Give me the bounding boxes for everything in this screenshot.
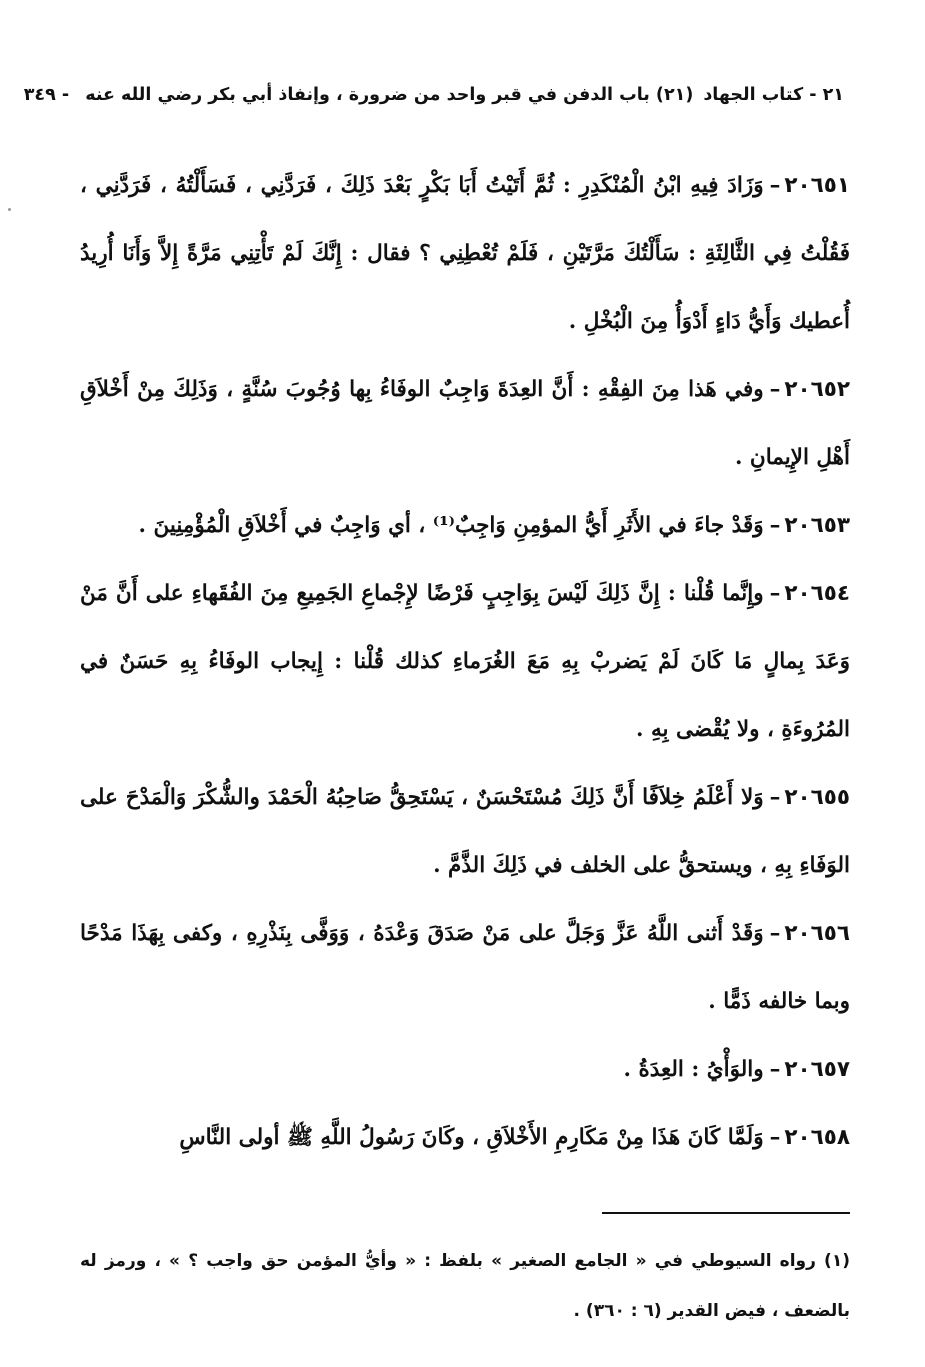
paragraph-dash: – [769,1125,781,1150]
paragraph-number: ٢٠٦٥٦ [784,921,850,946]
paragraph [80,560,850,764]
paragraph [80,764,850,900]
paragraph [80,492,850,560]
paragraph-number: ٢٠٦٥٢ [784,377,850,402]
paragraph-number: ٢٠٦٥٥ [784,785,850,810]
paragraph [80,1104,850,1172]
paragraph-number: ٢٠٦٥١ [784,173,850,198]
paragraph-number: ٢٠٦٥٤ [784,581,850,606]
paragraph [80,152,850,356]
paragraph-text: وَلا أَعْلَمُ خِلاَفًا أَنَّ ذَلِكَ مُسْتَحْسَنٌ ، يَسْتَحِقُّ صَاحِبُهُ الْحَمْدَ والشُّكْرَ وَالْمَدْحَ على الوَفَاءِ بِهِ ، ويستحقُّ على الخلف في ذَلِكَ الذَّمَّ . [80,785,850,878]
header-chapter: ٢١ - كتاب الجهاد [703,85,844,105]
header-dash: - [55,85,76,105]
paragraph-dash: – [769,377,781,402]
paragraph-text: وفي هَذا مِنَ الفِقْهِ : أَنَّ العِدَةَ وَاجِبٌ الوفَاءُ بِها وُجُوبَ سُنَّةٍ ، وَذَلِكَ مِنْ أَخْلاَقِ أَهْلِ الإِيمانِ . [80,377,850,470]
header-section-title: (٢١) باب الدفن في قبر واحد من ضرورة ، وإنفاذ أبي بكر رضي الله عنه [85,85,694,105]
paragraph [80,900,850,1036]
footnote [80,1236,850,1336]
paragraph-text: وإِنَّما قُلْنا : إِنَّ ذَلِكَ لَيْسَ بِوَاجِبٍ فَرْضًا لإِجْماعِ الجَمِيعِ مِنَ الفُقَهاءِ على أَنَّ مَنْ وَعَدَ بِمالٍ مَا كَانَ لَمْ يَضربْ بِهِ مَعَ الغُرَماءِ كذلك قُلْنا : إِيجاب الوفَاءُ بِهِ حَسَنٌ في المُرُوءَةِ ، ولا يُقْضى بِهِ . [80,581,850,742]
paragraph-text: وَقَدْ أَثنى اللَّهُ عَزَّ وَجَلَّ على مَنْ صَدَقَ وَعْدَهُ ، وَوَفَّى بِنَذْرِهِ ، وكفى بِهَذَا مَدْحًا وبما خالفه ذَمًّا . [80,921,850,1014]
footnote-separator [602,1212,850,1214]
paragraph-text: وَقَدْ جاءَ في الأَثَرِ أَيُّ المؤمِنِ وَاجِبٌ⁽¹⁾ ، أي وَاجِبٌ في أَخْلاَقِ الْمُؤْمِنِينَ . [138,513,764,538]
footnote-text: (١) رواه السيوطي في « الجامع الصغير » بلفظ : « وأيُّ المؤمن حق واجب ؟ » ، ورمز له بالضعف ، فيض القدير (٦ : ٣٦٠) . [80,1251,850,1321]
running-header [23,78,850,112]
paragraph-number: ٢٠٦٥٣ [784,513,850,538]
paragraph-dash: – [769,173,781,198]
paragraph-dash: – [769,513,781,538]
paragraph [80,356,850,492]
paragraph-dash: – [769,581,781,606]
paragraph-number: ٢٠٦٥٧ [784,1057,850,1082]
paragraph-text: وَزَادَ فِيهِ ابْنُ الْمُنْكَدِرِ : ثُمَّ أَتَيْتُ أَبَا بَكْرٍ بَعْدَ ذَلِكَ ، فَرَدَّنِي ، فَسَأَلْتُهُ ، فَرَدَّنِي ، فَقُلْتُ فِي الثَّالِثَةِ : سَأَلْتُكَ مَرَّتَيْنِ ، فَلَمْ تُعْطِنِي ؟ فقال : إِنَّكَ لَمْ تَأْتِنِي مَرَّةً إِلاَّ وَأَنَا أُرِيدُ أُعطيك وَأَيُّ دَاءٍ أَدْوَأُ مِنَ الْبُخْلِ . [80,173,850,334]
scan-speck [8,208,11,211]
paragraph-text: والوَأْيُ : العِدَةُ . [623,1057,764,1082]
main-text [80,152,850,1172]
page-number: ٣٤٩ [23,85,56,105]
paragraph-dash: – [769,921,781,946]
paragraph-number: ٢٠٦٥٨ [784,1125,850,1150]
paragraph-dash: – [769,1057,781,1082]
paragraph-text: وَلَمَّا كَانَ هَذَا مِنْ مَكَارِمِ الأَخْلاَقِ ، وكَانَ رَسُولُ اللَّهِ ﷺ أولى النَّاسِ [179,1125,764,1150]
paragraph [80,1036,850,1104]
paragraph-dash: – [769,785,781,810]
